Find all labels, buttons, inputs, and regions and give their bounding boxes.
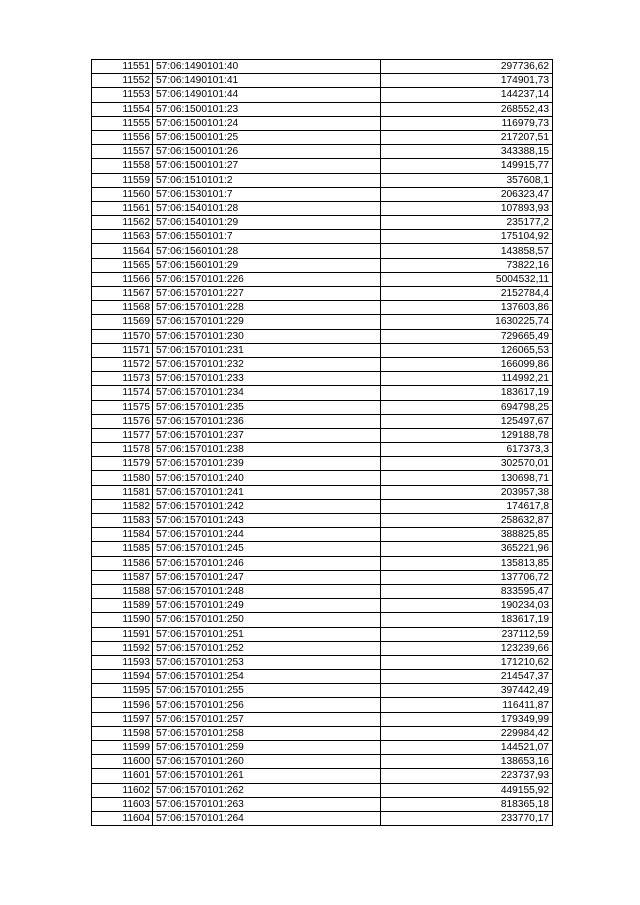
table-row (92, 343, 553, 357)
cadastral-number-cell: 57:06:1570101:238 (153, 443, 381, 457)
row-number-cell: 11599 (92, 741, 153, 755)
table-row (92, 315, 553, 329)
cadastral-number-cell: 57:06:1570101:236 (153, 414, 381, 428)
table-row (92, 655, 553, 669)
value-cell: 144521,07 (381, 741, 553, 755)
value-cell: 135813,85 (381, 556, 553, 570)
cadastral-number-cell: 57:06:1510101:2 (153, 173, 381, 187)
value-cell: 343388,15 (381, 145, 553, 159)
cadastral-number-cell: 57:06:1490101:41 (153, 74, 381, 88)
row-number-cell: 11566 (92, 272, 153, 286)
table-row (92, 372, 553, 386)
cadastral-number-cell: 57:06:1500101:24 (153, 116, 381, 130)
value-cell: 183617,19 (381, 386, 553, 400)
row-number-cell: 11574 (92, 386, 153, 400)
table-row (92, 414, 553, 428)
table-row (92, 627, 553, 641)
row-number-cell: 11557 (92, 145, 153, 159)
table-row (92, 712, 553, 726)
cadastral-number-cell: 57:06:1570101:252 (153, 641, 381, 655)
row-number-cell: 11571 (92, 343, 153, 357)
value-cell: 2152784,4 (381, 287, 553, 301)
cadastral-number-cell: 57:06:1570101:244 (153, 528, 381, 542)
table-row (92, 216, 553, 230)
cadastral-number-cell: 57:06:1570101:263 (153, 797, 381, 811)
value-cell: 223737,93 (381, 769, 553, 783)
value-cell: 206323,47 (381, 187, 553, 201)
table-row (92, 811, 553, 825)
table-row (92, 471, 553, 485)
table-row (92, 556, 553, 570)
table-row (92, 443, 553, 457)
row-number-cell: 11575 (92, 400, 153, 414)
value-cell: 174901,73 (381, 74, 553, 88)
table-row (92, 201, 553, 215)
value-cell: 144237,14 (381, 88, 553, 102)
value-cell: 357608,1 (381, 173, 553, 187)
value-cell: 729665,49 (381, 329, 553, 343)
table-row (92, 698, 553, 712)
row-number-cell: 11577 (92, 428, 153, 442)
value-cell: 694798,25 (381, 400, 553, 414)
value-cell: 449155,92 (381, 783, 553, 797)
row-number-cell: 11573 (92, 372, 153, 386)
cadastral-number-cell: 57:06:1500101:25 (153, 130, 381, 144)
value-cell: 138653,16 (381, 755, 553, 769)
value-cell: 73822,16 (381, 258, 553, 272)
value-cell: 365221,96 (381, 542, 553, 556)
value-cell: 183617,19 (381, 613, 553, 627)
table-row (92, 357, 553, 371)
table-row (92, 287, 553, 301)
cadastral-number-cell: 57:06:1500101:27 (153, 159, 381, 173)
table-row (92, 102, 553, 116)
row-number-cell: 11594 (92, 670, 153, 684)
cadastral-number-cell: 57:06:1570101:259 (153, 741, 381, 755)
row-number-cell: 11560 (92, 187, 153, 201)
cadastral-number-cell: 57:06:1570101:231 (153, 343, 381, 357)
value-cell: 171210,62 (381, 655, 553, 669)
cadastral-number-cell: 57:06:1540101:29 (153, 216, 381, 230)
row-number-cell: 11604 (92, 811, 153, 825)
table-row (92, 60, 553, 74)
value-cell: 116411,87 (381, 698, 553, 712)
row-number-cell: 11565 (92, 258, 153, 272)
value-cell: 130698,71 (381, 471, 553, 485)
table-row (92, 613, 553, 627)
value-cell: 237112,59 (381, 627, 553, 641)
cadastral-number-cell: 57:06:1560101:29 (153, 258, 381, 272)
table-row (92, 272, 553, 286)
value-cell: 1630225,74 (381, 315, 553, 329)
table-row (92, 755, 553, 769)
cadastral-number-cell: 57:06:1570101:257 (153, 712, 381, 726)
table-row (92, 528, 553, 542)
table-row (92, 599, 553, 613)
row-number-cell: 11588 (92, 584, 153, 598)
row-number-cell: 11583 (92, 514, 153, 528)
value-cell: 123239,66 (381, 641, 553, 655)
row-number-cell: 11561 (92, 201, 153, 215)
table-row (92, 769, 553, 783)
cadastral-number-cell: 57:06:1570101:250 (153, 613, 381, 627)
cadastral-number-cell: 57:06:1570101:243 (153, 514, 381, 528)
cadastral-number-cell: 57:06:1560101:28 (153, 244, 381, 258)
row-number-cell: 11586 (92, 556, 153, 570)
cadastral-number-cell: 57:06:1570101:247 (153, 570, 381, 584)
value-cell: 833595,47 (381, 584, 553, 598)
table-row (92, 244, 553, 258)
table-row (92, 542, 553, 556)
table-row (92, 641, 553, 655)
table-row (92, 159, 553, 173)
row-number-cell: 11579 (92, 457, 153, 471)
cadastral-number-cell: 57:06:1570101:237 (153, 428, 381, 442)
table-row (92, 428, 553, 442)
value-cell: 388825,85 (381, 528, 553, 542)
row-number-cell: 11584 (92, 528, 153, 542)
row-number-cell: 11568 (92, 301, 153, 315)
value-cell: 126065,53 (381, 343, 553, 357)
table-row (92, 400, 553, 414)
row-number-cell: 11591 (92, 627, 153, 641)
cadastral-number-cell: 57:06:1570101:260 (153, 755, 381, 769)
table-row (92, 88, 553, 102)
value-cell: 143858,57 (381, 244, 553, 258)
cadastral-number-cell: 57:06:1570101:248 (153, 584, 381, 598)
cadastral-number-cell: 57:06:1570101:226 (153, 272, 381, 286)
value-cell: 297736,62 (381, 60, 553, 74)
cadastral-number-cell: 57:06:1570101:239 (153, 457, 381, 471)
row-number-cell: 11580 (92, 471, 153, 485)
row-number-cell: 11595 (92, 684, 153, 698)
cadastral-number-cell: 57:06:1570101:261 (153, 769, 381, 783)
table-row (92, 457, 553, 471)
table-row (92, 386, 553, 400)
row-number-cell: 11587 (92, 570, 153, 584)
cadastral-number-cell: 57:06:1570101:251 (153, 627, 381, 641)
table-row (92, 130, 553, 144)
cadastral-number-cell: 57:06:1570101:233 (153, 372, 381, 386)
cadastral-number-cell: 57:06:1570101:256 (153, 698, 381, 712)
table-row (92, 301, 553, 315)
value-cell: 302570,01 (381, 457, 553, 471)
value-cell: 107893,93 (381, 201, 553, 215)
cadastral-number-cell: 57:06:1500101:26 (153, 145, 381, 159)
value-cell: 258632,87 (381, 514, 553, 528)
value-cell: 125497,67 (381, 414, 553, 428)
table-row (92, 726, 553, 740)
table-row (92, 584, 553, 598)
cadastral-number-cell: 57:06:1490101:44 (153, 88, 381, 102)
row-number-cell: 11603 (92, 797, 153, 811)
value-cell: 214547,37 (381, 670, 553, 684)
value-cell: 818365,18 (381, 797, 553, 811)
row-number-cell: 11596 (92, 698, 153, 712)
row-number-cell: 11562 (92, 216, 153, 230)
table-row (92, 514, 553, 528)
row-number-cell: 11589 (92, 599, 153, 613)
value-cell: 179349,99 (381, 712, 553, 726)
value-cell: 149915,77 (381, 159, 553, 173)
cadastral-number-cell: 57:06:1570101:235 (153, 400, 381, 414)
value-cell: 137706,72 (381, 570, 553, 584)
row-number-cell: 11551 (92, 60, 153, 74)
table-row (92, 187, 553, 201)
table-row (92, 741, 553, 755)
row-number-cell: 11578 (92, 443, 153, 457)
cadastral-number-cell: 57:06:1570101:227 (153, 287, 381, 301)
cadastral-number-cell: 57:06:1570101:255 (153, 684, 381, 698)
cadastral-number-cell: 57:06:1550101:7 (153, 230, 381, 244)
row-number-cell: 11556 (92, 130, 153, 144)
table-row (92, 329, 553, 343)
row-number-cell: 11553 (92, 88, 153, 102)
row-number-cell: 11598 (92, 726, 153, 740)
value-cell: 174617,8 (381, 499, 553, 513)
value-cell: 617373,3 (381, 443, 553, 457)
row-number-cell: 11567 (92, 287, 153, 301)
row-number-cell: 11555 (92, 116, 153, 130)
table-row (92, 74, 553, 88)
value-cell: 129188,78 (381, 428, 553, 442)
row-number-cell: 11592 (92, 641, 153, 655)
value-cell: 397442,49 (381, 684, 553, 698)
row-number-cell: 11597 (92, 712, 153, 726)
row-number-cell: 11552 (92, 74, 153, 88)
value-cell: 233770,17 (381, 811, 553, 825)
value-cell: 235177,2 (381, 216, 553, 230)
table-row (92, 570, 553, 584)
row-number-cell: 11602 (92, 783, 153, 797)
cadastral-number-cell: 57:06:1530101:7 (153, 187, 381, 201)
value-cell: 137603,86 (381, 301, 553, 315)
table-row (92, 783, 553, 797)
table-row (92, 173, 553, 187)
row-number-cell: 11564 (92, 244, 153, 258)
table-row (92, 684, 553, 698)
value-cell: 229984,42 (381, 726, 553, 740)
row-number-cell: 11600 (92, 755, 153, 769)
cadastral-number-cell: 57:06:1570101:228 (153, 301, 381, 315)
table-row (92, 258, 553, 272)
value-cell: 217207,51 (381, 130, 553, 144)
cadastral-number-cell: 57:06:1570101:229 (153, 315, 381, 329)
row-number-cell: 11572 (92, 357, 153, 371)
cadastral-number-cell: 57:06:1540101:28 (153, 201, 381, 215)
cadastral-number-cell: 57:06:1570101:246 (153, 556, 381, 570)
row-number-cell: 11593 (92, 655, 153, 669)
table-body (92, 60, 553, 826)
row-number-cell: 11569 (92, 315, 153, 329)
cadastral-number-cell: 57:06:1570101:262 (153, 783, 381, 797)
row-number-cell: 11559 (92, 173, 153, 187)
table-row (92, 670, 553, 684)
cadastral-number-cell: 57:06:1570101:254 (153, 670, 381, 684)
cadastral-number-cell: 57:06:1570101:241 (153, 485, 381, 499)
row-number-cell: 11590 (92, 613, 153, 627)
row-number-cell: 11563 (92, 230, 153, 244)
value-cell: 190234,03 (381, 599, 553, 613)
value-cell: 203957,38 (381, 485, 553, 499)
row-number-cell: 11581 (92, 485, 153, 499)
value-cell: 114992,21 (381, 372, 553, 386)
row-number-cell: 11601 (92, 769, 153, 783)
cadastral-number-cell: 57:06:1570101:258 (153, 726, 381, 740)
data-table (91, 59, 553, 826)
cadastral-number-cell: 57:06:1570101:264 (153, 811, 381, 825)
table-row (92, 230, 553, 244)
value-cell: 166099,86 (381, 357, 553, 371)
row-number-cell: 11554 (92, 102, 153, 116)
cadastral-number-cell: 57:06:1500101:23 (153, 102, 381, 116)
cadastral-number-cell: 57:06:1570101:232 (153, 357, 381, 371)
row-number-cell: 11582 (92, 499, 153, 513)
cadastral-number-cell: 57:06:1570101:234 (153, 386, 381, 400)
row-number-cell: 11558 (92, 159, 153, 173)
row-number-cell: 11570 (92, 329, 153, 343)
table-row (92, 485, 553, 499)
cadastral-number-cell: 57:06:1490101:40 (153, 60, 381, 74)
table-row (92, 116, 553, 130)
value-cell: 268552,43 (381, 102, 553, 116)
row-number-cell: 11585 (92, 542, 153, 556)
value-cell: 175104,92 (381, 230, 553, 244)
table-row (92, 499, 553, 513)
value-cell: 116979,73 (381, 116, 553, 130)
cadastral-number-cell: 57:06:1570101:240 (153, 471, 381, 485)
cadastral-number-cell: 57:06:1570101:245 (153, 542, 381, 556)
table-row (92, 145, 553, 159)
row-number-cell: 11576 (92, 414, 153, 428)
cadastral-number-cell: 57:06:1570101:253 (153, 655, 381, 669)
cadastral-number-cell: 57:06:1570101:249 (153, 599, 381, 613)
value-cell: 5004532,11 (381, 272, 553, 286)
cadastral-number-cell: 57:06:1570101:230 (153, 329, 381, 343)
cadastral-number-cell: 57:06:1570101:242 (153, 499, 381, 513)
table-row (92, 797, 553, 811)
